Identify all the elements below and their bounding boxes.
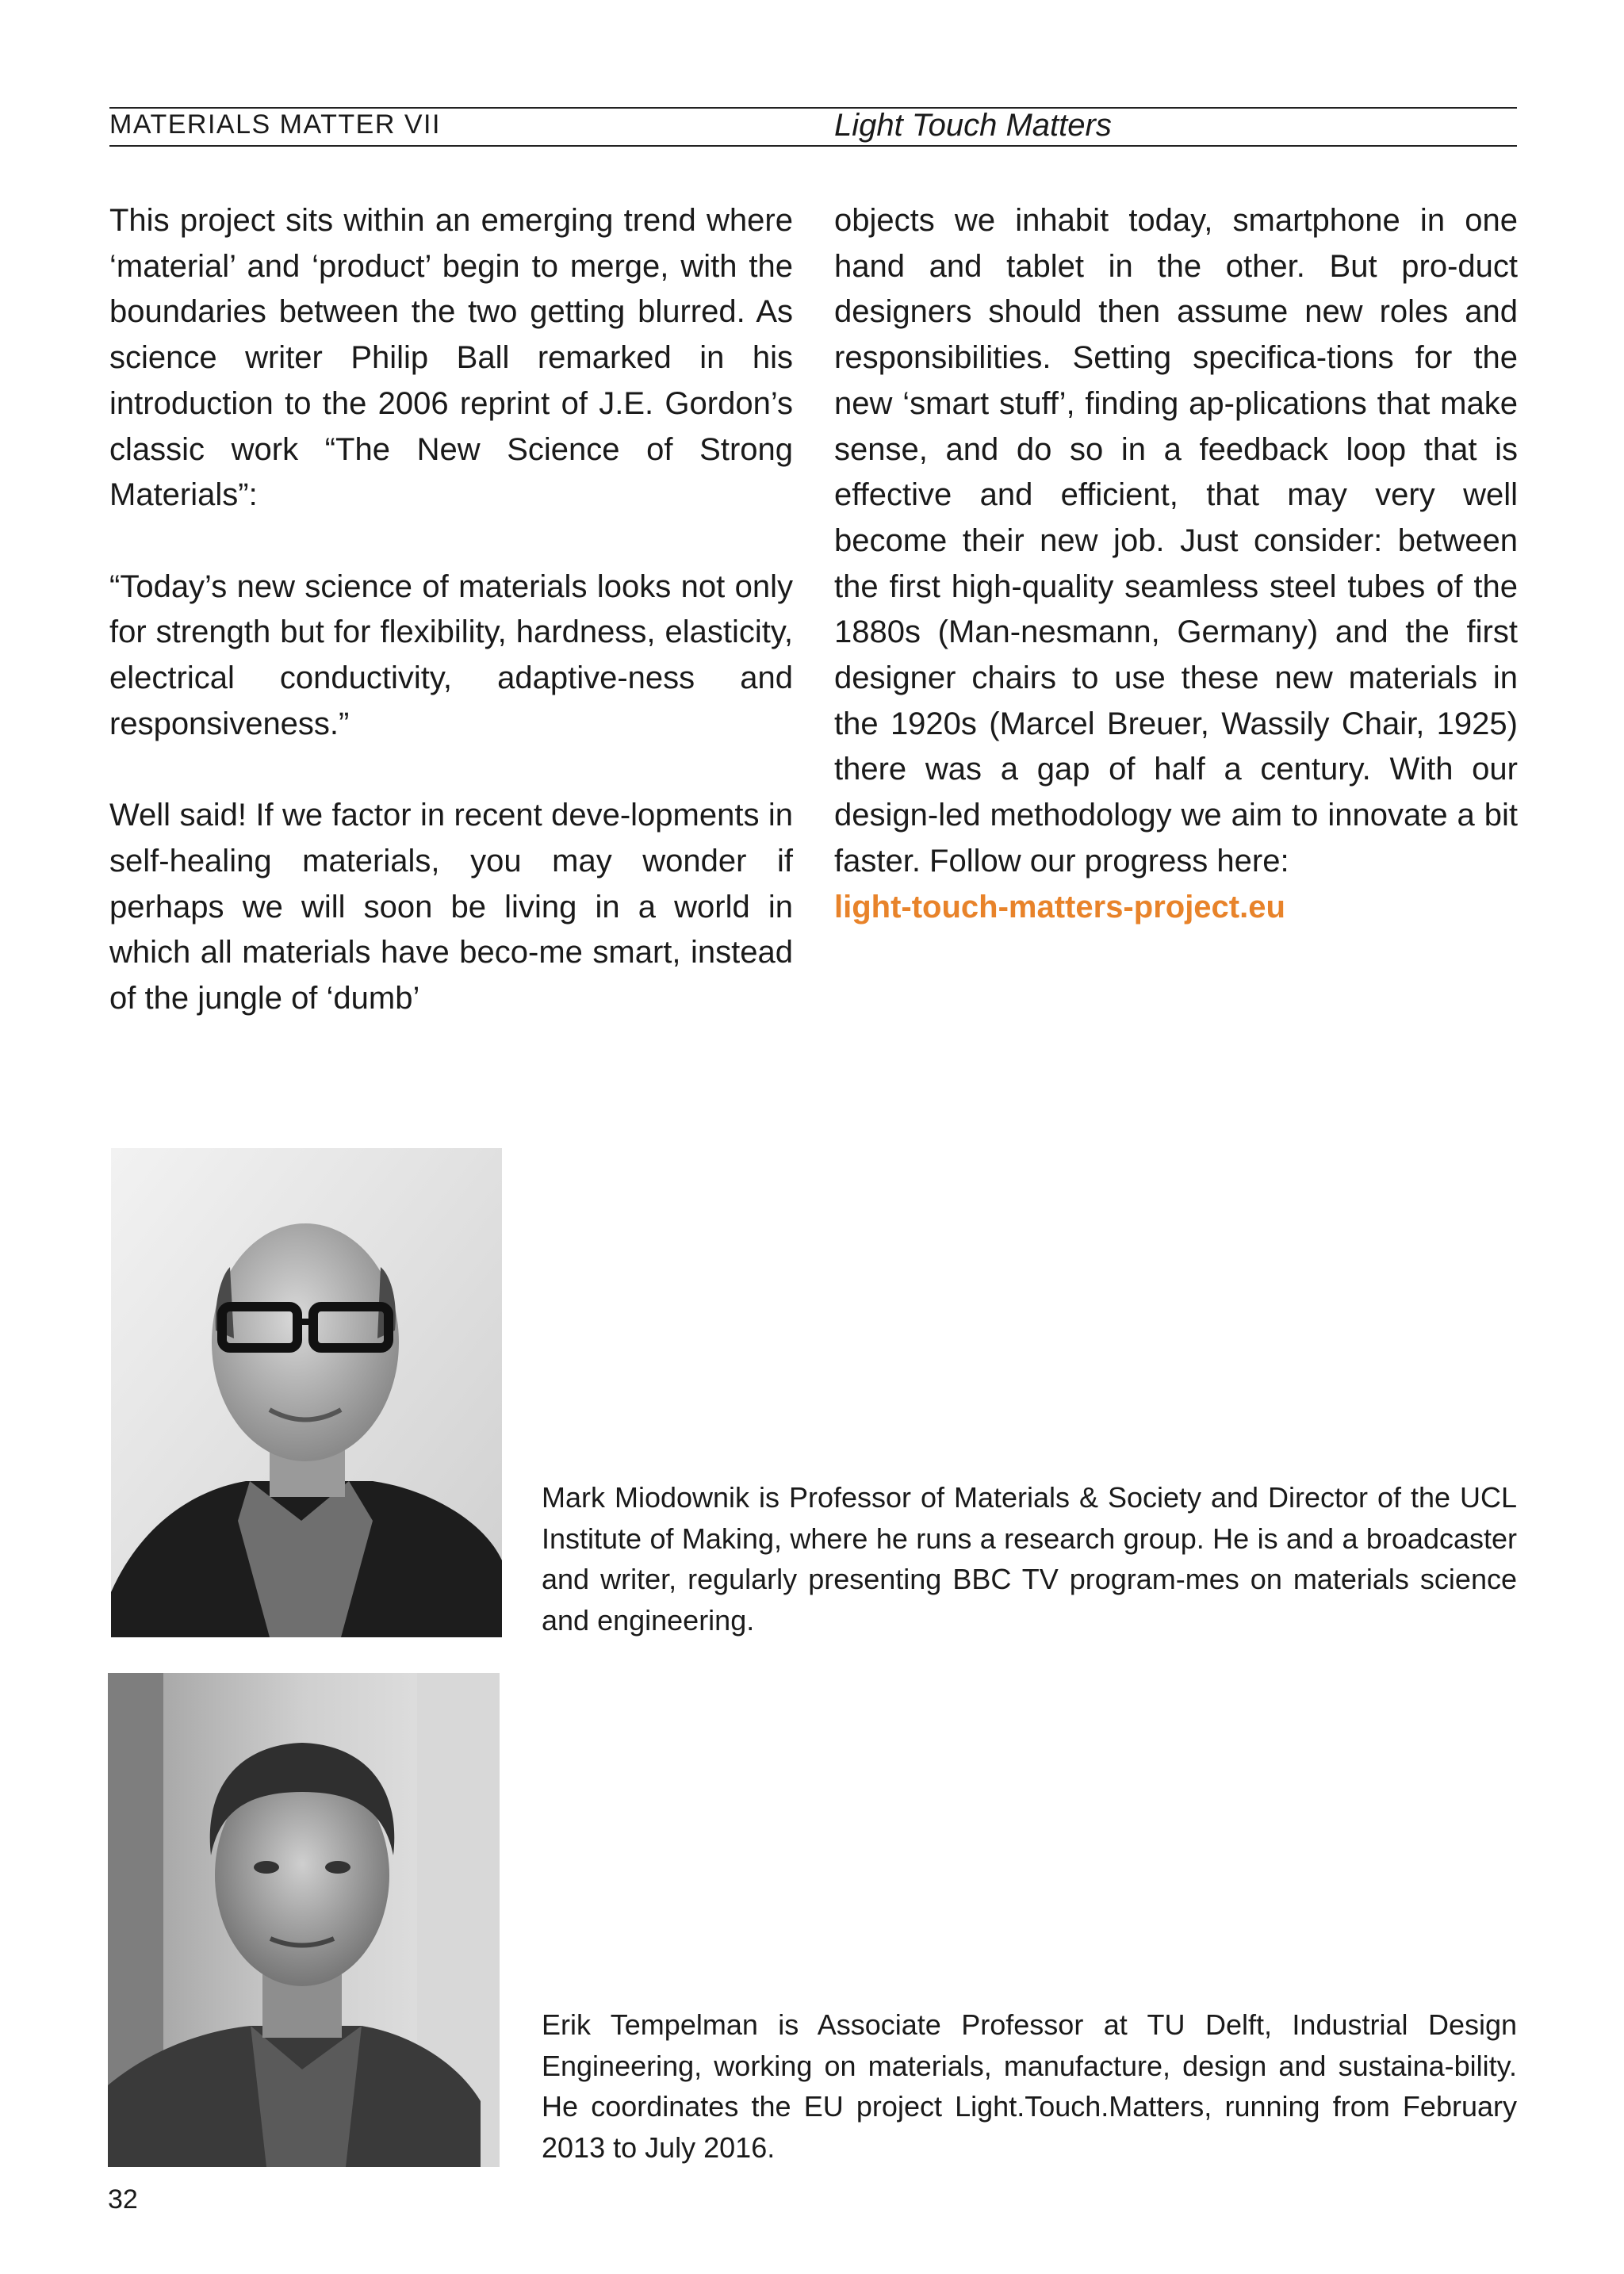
header-rule-top bbox=[109, 107, 1517, 109]
series-title: MATERIALS MATTER VII bbox=[109, 109, 441, 140]
body-column-left bbox=[109, 198, 793, 1022]
header-rule-bottom bbox=[109, 145, 1517, 147]
page-number: 32 bbox=[108, 2184, 138, 2215]
paragraph-continuation-text: objects we inhabit today, smartphone in one hand and tablet in the other. But pro-duct designers should then assume new roles and responsibilities. Setting specifica-tions for the new ‘smart stuff’, finding ap-plications that make sense, and do so in a feedback loop that is effective and efficient, that may very well become their new job. Just consider: between the first high-quality seamless steel tubes of the 1880s (Man-nesmann, Germany) and the first designer chairs to use these new materials in the 1920s (Marcel Breuer, Wassily Chair, 1925) there was a gap of half a century. With our design-led methodology we aim to innovate a bit faster. Follow our progress here: bbox=[834, 203, 1518, 879]
project-website-link[interactable]: light-touch-matters-project.eu bbox=[834, 889, 1285, 925]
paragraph-comment: Well said! If we factor in recent deve-lopments in self-healing materials, you may wonder if perhaps we will soon be living in a world in which all materials have beco-me smart, instead of the jungle of ‘dumb’ bbox=[109, 798, 793, 1016]
article-title: Light Touch Matters bbox=[834, 108, 1112, 143]
portrait-mark-miodownik bbox=[111, 1148, 502, 1637]
paragraph-intro: This project sits within an emerging trend where ‘material’ and ‘product’ begin to merge, with the boundaries between the two getting blurred. As science writer Philip Ball remarked in his introduction to the 2006 reprint of J.E. Gordon’s classic work “The New Science of Strong Materials”: bbox=[109, 203, 793, 513]
paragraph-continuation bbox=[834, 198, 1518, 930]
body-column-right bbox=[834, 198, 1518, 930]
portrait-photo-2 bbox=[108, 1673, 500, 2167]
bio-erik-tempelman: Erik Tempelman is Associate Professor at TU Delft, Industrial Design Engineering, working on materials, manufacture, design and sustaina-bility. He coordinates the EU project Light.Touch.Matters, running from February 2013 to July 2016. bbox=[542, 2008, 1517, 2164]
portrait-photo-1 bbox=[111, 1148, 502, 1637]
bio-mark-miodownik: Mark Miodownik is Professor of Materials & Society and Director of the UCL Institute of Making, where he runs a research group. He is and a broadcaster and writer, regularly presenting BBC TV program-mes on materials science and engineering. bbox=[542, 1481, 1517, 1637]
portrait-erik-tempelman bbox=[108, 1673, 500, 2167]
paragraph-quote: “Today’s new science of materials looks not only for strength but for flexibility, hardness, elasticity, electrical conductivity, adaptive-ness and responsiveness.” bbox=[109, 568, 793, 741]
